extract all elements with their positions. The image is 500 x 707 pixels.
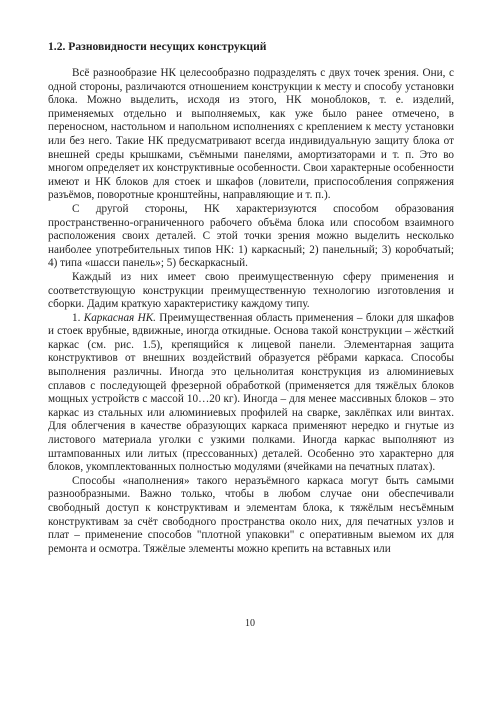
item-text: Преимущественная область применения – блоки для шкафов и стоек врубные, вдвижные, иногда откидные. Основа такой конструкции – жёсткий каркас (см. рис. 1.5), крепящийся к лицевой панели. Элементарная защита конструктивов от внешних воздействий образуется рёбрами каркаса. Способы выполнения различны. Иногда это цельнолитая конструкция из алюминиевых сплавов с последующей фрезерной обработкой (применяется для тяжёлых блоков мощных устройств с массой 10…20 кг). Иногда – для менее массивных блоков – это каркас из стальных или алюминиевых профилей на сварке, заклёпках или винтах. Для облегчения в качестве образующих каркаса применяют нередко и гнутые из листового материала уголки с узкими полками. Иногда каркас выполняют из штампованных или литых (прессованных) деталей. Особенно это характерно для блоков, укомплектованных полностью модулями (ячейками на печатных платах). [48, 311, 454, 474]
page-number: 10 [245, 618, 255, 629]
section-heading: 1.2. Разновидности несущих конструкций [48, 40, 267, 53]
paragraph-item-1 [48, 312, 454, 475]
page-content [48, 40, 454, 556]
paragraph-filling: Способы «наполнения» такого неразъёмного каркаса могут быть самыми разнообразными. Важно только, чтобы в любом случае они обеспечивали свободный доступ к конструктивам и элементам блока, к тяжёлым несъёмным конструктивам за счёт свободного пространства около них, для печатных узлов и плат – применение способов "плотной упаковки" с оперативным выемом их для ремонта и осмотра. Тяжёлые элементы можно крепить на вставных или [48, 474, 454, 555]
paragraph-types: С другой стороны, НК характеризуются способом образования пространственно-ограниченного рабочего объёма блока или способом взаимного расположения своих деталей. С этой точки зрения можно выделить несколько наиболее употребительных типов НК: 1) каркасный; 2) панельный; 3) коробчатый; 4) типа «шасси панель»; 5) бескаркасный. [48, 202, 454, 270]
item-title: Каркасная НК. [83, 311, 156, 324]
item-number: 1. [72, 311, 84, 324]
paragraph-intro: Всё разнообразие НК целесообразно подразделять с двух точек зрения. Они, с одной стороны, различаются отношением конструкции к месту и способу установки блока. Можно выделить, исходя из этого, НК моноблоков, т. е. изделий, применяемых отдельно и выполняемых, как уже было ранее отмечено, в переносном, настольном и напольном исполнениях с креплением к месту установки или без него. Такие НК предусматривают всегда индивидуальную защиту блока от внешней среды крышками, съёмными панелями, амортизаторами и т. п. Это во многом определяет их конструктивные особенности. Свои характерные особенности имеют и НК блоков для стоек и шкафов (ловители, приспособления сопряжения разъёмов, поворотные кронштейны, направляющие и т. п.). [48, 67, 454, 202]
paragraph-summary: Каждый из них имеет свою преимущественную сферу применения и соответствующую конструкции преимущественную технологию изготовления и сборки. Дадим краткую характеристику каждому типу. [48, 270, 454, 311]
